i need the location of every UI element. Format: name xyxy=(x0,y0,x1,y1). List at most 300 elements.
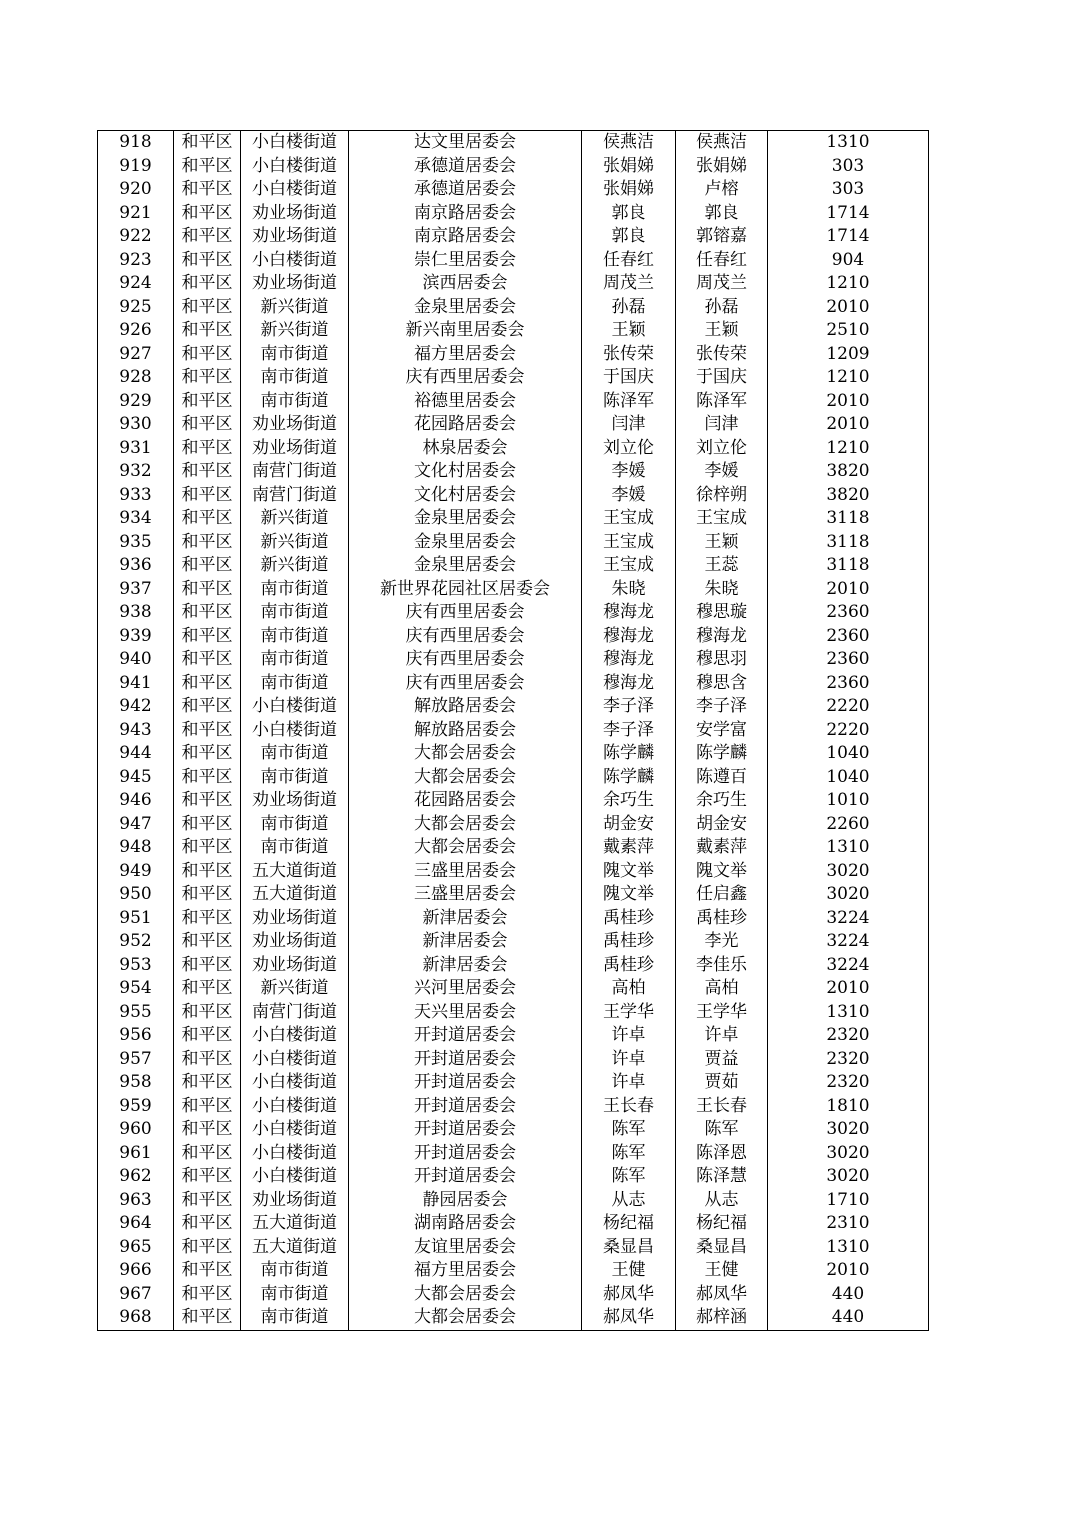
household-head-cell: 禹桂珍 xyxy=(582,930,676,954)
member-name-cell: 胡金安 xyxy=(676,813,768,837)
table-row xyxy=(98,860,929,884)
table-row xyxy=(98,484,929,508)
code-cell: 303 xyxy=(768,178,929,202)
code-cell: 2360 xyxy=(768,648,929,672)
household-head-cell: 穆海龙 xyxy=(582,601,676,625)
row-number-cell: 933 xyxy=(98,484,174,508)
street-office-cell: 五大道街道 xyxy=(241,1236,349,1260)
table-row xyxy=(98,413,929,437)
street-office-cell: 南市街道 xyxy=(241,578,349,602)
street-office-cell: 南市街道 xyxy=(241,390,349,414)
row-number-cell: 946 xyxy=(98,789,174,813)
code-cell: 2010 xyxy=(768,413,929,437)
member-name-cell: 李子泽 xyxy=(676,695,768,719)
member-name-cell: 桑显昌 xyxy=(676,1236,768,1260)
code-cell: 2010 xyxy=(768,977,929,1001)
committee-cell: 开封道居委会 xyxy=(349,1048,582,1072)
household-head-cell: 高柏 xyxy=(582,977,676,1001)
row-number-cell: 927 xyxy=(98,343,174,367)
table-row xyxy=(98,1118,929,1142)
street-office-cell: 新兴街道 xyxy=(241,296,349,320)
row-number-cell: 947 xyxy=(98,813,174,837)
district-cell: 和平区 xyxy=(174,460,241,484)
row-number-cell: 965 xyxy=(98,1236,174,1260)
member-name-cell: 张传荣 xyxy=(676,343,768,367)
code-cell: 3020 xyxy=(768,1165,929,1189)
committee-cell: 南京路居委会 xyxy=(349,225,582,249)
member-name-cell: 任春红 xyxy=(676,249,768,273)
table-row xyxy=(98,601,929,625)
code-cell: 2010 xyxy=(768,578,929,602)
member-name-cell: 穆思含 xyxy=(676,672,768,696)
row-number-cell: 950 xyxy=(98,883,174,907)
row-number-cell: 948 xyxy=(98,836,174,860)
row-number-cell: 935 xyxy=(98,531,174,555)
district-cell: 和平区 xyxy=(174,742,241,766)
row-number-cell: 930 xyxy=(98,413,174,437)
street-office-cell: 南市街道 xyxy=(241,1283,349,1307)
committee-cell: 大都会居委会 xyxy=(349,1283,582,1307)
street-office-cell: 南营门街道 xyxy=(241,484,349,508)
household-head-cell: 刘立伦 xyxy=(582,437,676,461)
member-name-cell: 刘立伦 xyxy=(676,437,768,461)
street-office-cell: 小白楼街道 xyxy=(241,1165,349,1189)
code-cell: 3118 xyxy=(768,531,929,555)
table-row xyxy=(98,1165,929,1189)
district-cell: 和平区 xyxy=(174,155,241,179)
committee-cell: 新津居委会 xyxy=(349,907,582,931)
code-cell: 3020 xyxy=(768,883,929,907)
committee-cell: 达文里居委会 xyxy=(349,131,582,155)
district-cell: 和平区 xyxy=(174,1024,241,1048)
code-cell: 2220 xyxy=(768,719,929,743)
household-head-cell: 隗文举 xyxy=(582,883,676,907)
district-cell: 和平区 xyxy=(174,719,241,743)
street-office-cell: 小白楼街道 xyxy=(241,1071,349,1095)
committee-cell: 湖南路居委会 xyxy=(349,1212,582,1236)
table-row xyxy=(98,366,929,390)
street-office-cell: 五大道街道 xyxy=(241,860,349,884)
member-name-cell: 王学华 xyxy=(676,1001,768,1025)
member-name-cell: 李媛 xyxy=(676,460,768,484)
table-row xyxy=(98,1259,929,1283)
committee-cell: 兴河里居委会 xyxy=(349,977,582,1001)
table-row xyxy=(98,1095,929,1119)
row-number-cell: 961 xyxy=(98,1142,174,1166)
table-row xyxy=(98,507,929,531)
household-head-cell: 朱晓 xyxy=(582,578,676,602)
table-row xyxy=(98,437,929,461)
row-number-cell: 964 xyxy=(98,1212,174,1236)
table-row xyxy=(98,883,929,907)
district-cell: 和平区 xyxy=(174,554,241,578)
district-cell: 和平区 xyxy=(174,789,241,813)
district-cell: 和平区 xyxy=(174,672,241,696)
table-row xyxy=(98,1283,929,1307)
row-number-cell: 938 xyxy=(98,601,174,625)
table-row xyxy=(98,1142,929,1166)
committee-cell: 大都会居委会 xyxy=(349,813,582,837)
committee-cell: 友谊里居委会 xyxy=(349,1236,582,1260)
committee-cell: 开封道居委会 xyxy=(349,1142,582,1166)
district-cell: 和平区 xyxy=(174,507,241,531)
district-cell: 和平区 xyxy=(174,1001,241,1025)
street-office-cell: 小白楼街道 xyxy=(241,1048,349,1072)
row-number-cell: 951 xyxy=(98,907,174,931)
row-number-cell: 941 xyxy=(98,672,174,696)
street-office-cell: 小白楼街道 xyxy=(241,1142,349,1166)
committee-cell: 三盛里居委会 xyxy=(349,883,582,907)
member-name-cell: 王健 xyxy=(676,1259,768,1283)
code-cell: 1310 xyxy=(768,131,929,155)
street-office-cell: 劝业场街道 xyxy=(241,930,349,954)
household-head-cell: 李子泽 xyxy=(582,695,676,719)
household-head-cell: 王宝成 xyxy=(582,507,676,531)
code-cell: 3020 xyxy=(768,1142,929,1166)
member-name-cell: 闫津 xyxy=(676,413,768,437)
code-cell: 3020 xyxy=(768,860,929,884)
household-head-cell: 杨纪福 xyxy=(582,1212,676,1236)
member-name-cell: 禹桂珍 xyxy=(676,907,768,931)
district-cell: 和平区 xyxy=(174,1071,241,1095)
committee-cell: 庆有西里居委会 xyxy=(349,601,582,625)
district-cell: 和平区 xyxy=(174,1048,241,1072)
code-cell: 1310 xyxy=(768,1236,929,1260)
code-cell: 3224 xyxy=(768,907,929,931)
code-cell: 2220 xyxy=(768,695,929,719)
district-cell: 和平区 xyxy=(174,531,241,555)
row-number-cell: 967 xyxy=(98,1283,174,1307)
member-name-cell: 陈军 xyxy=(676,1118,768,1142)
committee-cell: 三盛里居委会 xyxy=(349,860,582,884)
committee-cell: 滨西居委会 xyxy=(349,272,582,296)
table-row xyxy=(98,531,929,555)
row-number-cell: 963 xyxy=(98,1189,174,1213)
code-cell: 3020 xyxy=(768,1118,929,1142)
member-name-cell: 贾茹 xyxy=(676,1071,768,1095)
code-cell: 2260 xyxy=(768,813,929,837)
household-head-cell: 余巧生 xyxy=(582,789,676,813)
code-cell: 1010 xyxy=(768,789,929,813)
member-name-cell: 陈遵百 xyxy=(676,766,768,790)
table-body xyxy=(98,131,929,1331)
code-cell: 3820 xyxy=(768,460,929,484)
table-row xyxy=(98,249,929,273)
row-number-cell: 920 xyxy=(98,178,174,202)
household-head-cell: 胡金安 xyxy=(582,813,676,837)
member-name-cell: 戴素萍 xyxy=(676,836,768,860)
committee-cell: 庆有西里居委会 xyxy=(349,648,582,672)
member-name-cell: 王宝成 xyxy=(676,507,768,531)
row-number-cell: 922 xyxy=(98,225,174,249)
row-number-cell: 942 xyxy=(98,695,174,719)
committee-cell: 承德道居委会 xyxy=(349,155,582,179)
street-office-cell: 南市街道 xyxy=(241,343,349,367)
member-name-cell: 张娟娣 xyxy=(676,155,768,179)
row-number-cell: 952 xyxy=(98,930,174,954)
district-cell: 和平区 xyxy=(174,366,241,390)
row-number-cell: 955 xyxy=(98,1001,174,1025)
district-cell: 和平区 xyxy=(174,836,241,860)
code-cell: 1810 xyxy=(768,1095,929,1119)
code-cell: 2010 xyxy=(768,296,929,320)
committee-cell: 静园居委会 xyxy=(349,1189,582,1213)
committee-cell: 金泉里居委会 xyxy=(349,531,582,555)
table-row xyxy=(98,460,929,484)
district-cell: 和平区 xyxy=(174,437,241,461)
member-name-cell: 穆思璇 xyxy=(676,601,768,625)
row-number-cell: 954 xyxy=(98,977,174,1001)
committee-cell: 文化村居委会 xyxy=(349,460,582,484)
table-row xyxy=(98,554,929,578)
committee-cell: 新津居委会 xyxy=(349,930,582,954)
code-cell: 2360 xyxy=(768,625,929,649)
household-head-cell: 张娟娣 xyxy=(582,155,676,179)
code-cell: 3820 xyxy=(768,484,929,508)
committee-cell: 开封道居委会 xyxy=(349,1165,582,1189)
committee-cell: 福方里居委会 xyxy=(349,1259,582,1283)
district-cell: 和平区 xyxy=(174,202,241,226)
table-row xyxy=(98,225,929,249)
household-head-cell: 禹桂珍 xyxy=(582,954,676,978)
district-cell: 和平区 xyxy=(174,249,241,273)
household-head-cell: 李媛 xyxy=(582,460,676,484)
row-number-cell: 960 xyxy=(98,1118,174,1142)
street-office-cell: 南市街道 xyxy=(241,648,349,672)
street-office-cell: 小白楼街道 xyxy=(241,131,349,155)
household-head-cell: 王长春 xyxy=(582,1095,676,1119)
table-row xyxy=(98,1024,929,1048)
code-cell: 2310 xyxy=(768,1212,929,1236)
code-cell: 2360 xyxy=(768,672,929,696)
household-head-cell: 陈军 xyxy=(582,1165,676,1189)
committee-cell: 新兴南里居委会 xyxy=(349,319,582,343)
district-cell: 和平区 xyxy=(174,813,241,837)
district-cell: 和平区 xyxy=(174,1306,241,1330)
street-office-cell: 五大道街道 xyxy=(241,883,349,907)
district-cell: 和平区 xyxy=(174,883,241,907)
row-number-cell: 944 xyxy=(98,742,174,766)
row-number-cell: 940 xyxy=(98,648,174,672)
committee-cell: 开封道居委会 xyxy=(349,1118,582,1142)
table-row xyxy=(98,1212,929,1236)
member-name-cell: 郭良 xyxy=(676,202,768,226)
street-office-cell: 劝业场街道 xyxy=(241,437,349,461)
household-head-cell: 穆海龙 xyxy=(582,625,676,649)
member-name-cell: 郝梓涵 xyxy=(676,1306,768,1330)
table-row xyxy=(98,1001,929,1025)
table-row xyxy=(98,155,929,179)
row-number-cell: 949 xyxy=(98,860,174,884)
member-name-cell: 陈泽军 xyxy=(676,390,768,414)
member-name-cell: 陈泽恩 xyxy=(676,1142,768,1166)
row-number-cell: 956 xyxy=(98,1024,174,1048)
committee-cell: 林泉居委会 xyxy=(349,437,582,461)
street-office-cell: 劝业场街道 xyxy=(241,202,349,226)
household-head-cell: 王宝成 xyxy=(582,531,676,555)
street-office-cell: 南营门街道 xyxy=(241,1001,349,1025)
member-name-cell: 许卓 xyxy=(676,1024,768,1048)
table-row xyxy=(98,695,929,719)
committee-cell: 金泉里居委会 xyxy=(349,296,582,320)
household-head-cell: 许卓 xyxy=(582,1071,676,1095)
code-cell: 2360 xyxy=(768,601,929,625)
committee-cell: 金泉里居委会 xyxy=(349,554,582,578)
code-cell: 1040 xyxy=(768,742,929,766)
table-row xyxy=(98,907,929,931)
committee-cell: 金泉里居委会 xyxy=(349,507,582,531)
committee-cell: 解放路居委会 xyxy=(349,719,582,743)
household-head-cell: 许卓 xyxy=(582,1024,676,1048)
row-number-cell: 921 xyxy=(98,202,174,226)
committee-cell: 庆有西里居委会 xyxy=(349,366,582,390)
member-name-cell: 孙磊 xyxy=(676,296,768,320)
street-office-cell: 小白楼街道 xyxy=(241,178,349,202)
code-cell: 440 xyxy=(768,1306,929,1330)
code-cell: 1040 xyxy=(768,766,929,790)
table-row xyxy=(98,202,929,226)
code-cell: 1210 xyxy=(768,272,929,296)
household-head-cell: 郭良 xyxy=(582,225,676,249)
street-office-cell: 小白楼街道 xyxy=(241,1024,349,1048)
district-cell: 和平区 xyxy=(174,954,241,978)
committee-cell: 新世界花园社区居委会 xyxy=(349,578,582,602)
table-row xyxy=(98,813,929,837)
code-cell: 1210 xyxy=(768,437,929,461)
table-row xyxy=(98,930,929,954)
code-cell: 2010 xyxy=(768,1259,929,1283)
member-name-cell: 任启鑫 xyxy=(676,883,768,907)
row-number-cell: 931 xyxy=(98,437,174,461)
household-head-cell: 王学华 xyxy=(582,1001,676,1025)
code-cell: 303 xyxy=(768,155,929,179)
committee-cell: 新津居委会 xyxy=(349,954,582,978)
row-number-cell: 929 xyxy=(98,390,174,414)
household-head-cell: 陈军 xyxy=(582,1142,676,1166)
table-row xyxy=(98,319,929,343)
row-number-cell: 953 xyxy=(98,954,174,978)
district-cell: 和平区 xyxy=(174,930,241,954)
street-office-cell: 小白楼街道 xyxy=(241,1095,349,1119)
street-office-cell: 劝业场街道 xyxy=(241,1189,349,1213)
committee-cell: 花园路居委会 xyxy=(349,413,582,437)
member-name-cell: 高柏 xyxy=(676,977,768,1001)
member-name-cell: 穆思羽 xyxy=(676,648,768,672)
district-cell: 和平区 xyxy=(174,625,241,649)
code-cell: 2320 xyxy=(768,1071,929,1095)
member-name-cell: 郝凤华 xyxy=(676,1283,768,1307)
committee-cell: 开封道居委会 xyxy=(349,1071,582,1095)
district-cell: 和平区 xyxy=(174,977,241,1001)
member-name-cell: 王蕊 xyxy=(676,554,768,578)
member-name-cell: 周茂兰 xyxy=(676,272,768,296)
district-cell: 和平区 xyxy=(174,390,241,414)
household-head-cell: 王健 xyxy=(582,1259,676,1283)
member-name-cell: 从志 xyxy=(676,1189,768,1213)
committee-cell: 花园路居委会 xyxy=(349,789,582,813)
code-cell: 3118 xyxy=(768,507,929,531)
row-number-cell: 937 xyxy=(98,578,174,602)
row-number-cell: 957 xyxy=(98,1048,174,1072)
table-row xyxy=(98,343,929,367)
committee-cell: 文化村居委会 xyxy=(349,484,582,508)
district-cell: 和平区 xyxy=(174,907,241,931)
district-cell: 和平区 xyxy=(174,1283,241,1307)
table-row xyxy=(98,977,929,1001)
committee-cell: 开封道居委会 xyxy=(349,1024,582,1048)
code-cell: 1714 xyxy=(768,202,929,226)
code-cell: 1310 xyxy=(768,1001,929,1025)
committee-cell: 承德道居委会 xyxy=(349,178,582,202)
code-cell: 2320 xyxy=(768,1048,929,1072)
table-row xyxy=(98,625,929,649)
household-head-cell: 张娟娣 xyxy=(582,178,676,202)
code-cell: 1710 xyxy=(768,1189,929,1213)
table-row xyxy=(98,954,929,978)
row-number-cell: 918 xyxy=(98,131,174,155)
street-office-cell: 新兴街道 xyxy=(241,531,349,555)
street-office-cell: 新兴街道 xyxy=(241,507,349,531)
row-number-cell: 966 xyxy=(98,1259,174,1283)
street-office-cell: 南市街道 xyxy=(241,625,349,649)
code-cell: 1310 xyxy=(768,836,929,860)
district-cell: 和平区 xyxy=(174,578,241,602)
district-cell: 和平区 xyxy=(174,648,241,672)
row-number-cell: 924 xyxy=(98,272,174,296)
code-cell: 904 xyxy=(768,249,929,273)
street-office-cell: 小白楼街道 xyxy=(241,695,349,719)
district-cell: 和平区 xyxy=(174,1142,241,1166)
row-number-cell: 968 xyxy=(98,1306,174,1330)
member-name-cell: 徐梓朔 xyxy=(676,484,768,508)
street-office-cell: 南市街道 xyxy=(241,742,349,766)
district-cell: 和平区 xyxy=(174,296,241,320)
district-cell: 和平区 xyxy=(174,131,241,155)
street-office-cell: 劝业场街道 xyxy=(241,225,349,249)
row-number-cell: 932 xyxy=(98,460,174,484)
row-number-cell: 926 xyxy=(98,319,174,343)
code-cell: 2320 xyxy=(768,1024,929,1048)
district-cell: 和平区 xyxy=(174,1165,241,1189)
committee-cell: 南京路居委会 xyxy=(349,202,582,226)
district-cell: 和平区 xyxy=(174,413,241,437)
code-cell: 3224 xyxy=(768,930,929,954)
district-cell: 和平区 xyxy=(174,695,241,719)
household-head-cell: 穆海龙 xyxy=(582,648,676,672)
table-row xyxy=(98,1306,929,1330)
member-name-cell: 陈学麟 xyxy=(676,742,768,766)
household-head-cell: 戴素萍 xyxy=(582,836,676,860)
household-head-cell: 闫津 xyxy=(582,413,676,437)
committee-cell: 大都会居委会 xyxy=(349,1306,582,1330)
street-office-cell: 小白楼街道 xyxy=(241,249,349,273)
member-name-cell: 卢榕 xyxy=(676,178,768,202)
household-head-cell: 任春红 xyxy=(582,249,676,273)
member-name-cell: 贾益 xyxy=(676,1048,768,1072)
table-row xyxy=(98,1071,929,1095)
code-cell: 2010 xyxy=(768,390,929,414)
street-office-cell: 南市街道 xyxy=(241,813,349,837)
household-head-cell: 许卓 xyxy=(582,1048,676,1072)
district-cell: 和平区 xyxy=(174,1236,241,1260)
household-head-cell: 侯燕洁 xyxy=(582,131,676,155)
code-cell: 1209 xyxy=(768,343,929,367)
household-head-cell: 于国庆 xyxy=(582,366,676,390)
table-row xyxy=(98,1236,929,1260)
row-number-cell: 939 xyxy=(98,625,174,649)
row-number-cell: 962 xyxy=(98,1165,174,1189)
member-name-cell: 侯燕洁 xyxy=(676,131,768,155)
